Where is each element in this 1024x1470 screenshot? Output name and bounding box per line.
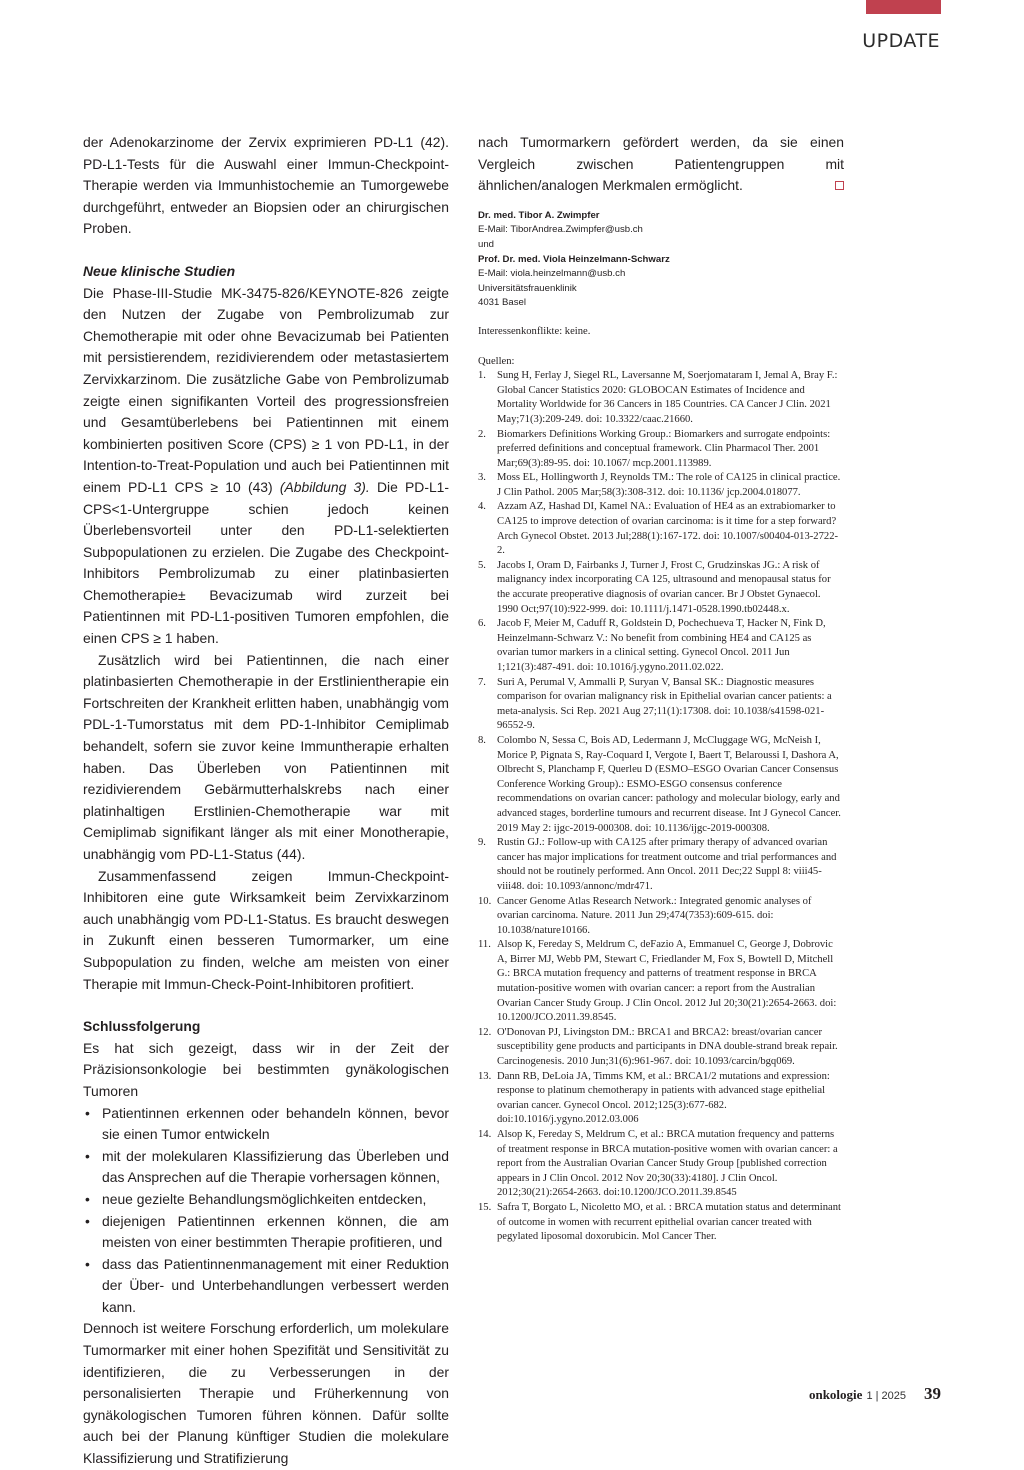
reference-number: 12. xyxy=(478,1026,492,1038)
reference-number: 8. xyxy=(478,734,486,746)
author-name: Prof. Dr. med. Viola Heinzelmann-Schwarz xyxy=(478,253,670,265)
reference-text: Sung H, Ferlay J, Siegel RL, Laversanne M, Soerjomataram I, Jemal A, Bray F.: Global Cancer Statistics 2020: GLOBOCAN Estimates of Incidence and Mortality Worldwide for 36 Cancers in 185 Countries. CA Cancer J Clin. 2021 May;71(3):209-249. doi: 10.3322/caac.21660. xyxy=(497,370,838,425)
reference-text: Alsop K, Fereday S, Meldrum C, deFazio A, Emmanuel C, George J, Dobrovic A, Birrer MJ, Webb PM, Stewart C, Friedlander M, Fox S, Bowtell D, Mitchell G.: BRCA mutation frequency and patterns of treatment response in BRCA mutation-positive women with ovarian cancer: a report from the Australian Ovarian Cancer Study Group. J Clin Oncol. 2012 Jul 20;30(21):2654-2663. doi: 10.1200/JCO.2011.39.8545. xyxy=(497,939,837,1024)
reference-item xyxy=(478,938,844,1026)
paragraph: Es hat sich gezeigt, dass wir in der Zeit der Präzisionsonkologie bei bestimmten gynäkologischen Tumoren xyxy=(83,1039,449,1099)
reference-text: Azzam AZ, Hashad DI, Kamel NA.: Evaluation of HE4 as an extrabiomarker to CA125 to improve detection of ovarian carcinoma: is it time for a step forward? Arch Gynecol Obstet. 2013 Jul;288(1):167-172. doi: 10.1007/s00404-013-2722-2. xyxy=(497,501,839,557)
paragraph: Zusammenfassend zeigen Immun-Checkpoint-Inhibitoren eine gute Wirksamkeit beim Zervixkarzinom auch unabhängig vom PD-L1-Status. Es braucht deswegen in Zukunft einen besseren Tumormarker, um eine Subpopulation zu finden, welche am meisten von einer Therapie mit Immun-Check-Point-Inhibitoren profitiert. xyxy=(83,867,449,992)
reference-number: 3. xyxy=(478,472,486,484)
author-block xyxy=(478,209,844,311)
end-of-article-icon xyxy=(835,181,844,190)
reference-number: 4. xyxy=(478,501,486,513)
reference-number: 10. xyxy=(478,895,492,907)
bullet: • xyxy=(85,1212,90,1229)
reference-text: Colombo N, Sessa C, Bois AD, Ledermann J, McCluggage WG, McNeish I, Morice P, Pignata S, Ray-Coquard I, Vergote I, Baert T, Belaroussi I, Dashora A, Olbrecht S, Planchamp F, Querleu D (ESMO–ESGO Ovarian Cancer Consensus Conference Working Group).: ESMO-ESGO consensus conference recommendations on ovarian cancer: pathology and molecular biology, early and advanced stages, borderline tumours and recurrent disease. Int J Gynecol Cancer. 2019 May 2: ijgc-2019-000308. doi: 10.1136/ijgc-2019-000308. xyxy=(497,734,841,834)
reference-text: Jacobs I, Oram D, Fairbanks J, Turner J, Frost C, Grudzinskas JG.: A risk of malignancy index incorporating CA 125, ultrasound and menopausal status for the accurate preoperative diagnosis of ovarian cancer. Br J Obstet Gynaecol. 1990 Oct;97(10):922-999. doi: 10.1111/j.1471-0528.1990.tb02448.x. xyxy=(497,559,831,615)
reference-text: Biomarkers Definitions Working Group.: Biomarkers and surrogate endpoints: preferred definitions and conceptual framework. Clin Pharmacol Ther. 2001 Mar;69(3):89-95. doi: 10.1067/ mcp.2001.113989. xyxy=(497,428,831,469)
reference-item xyxy=(478,1201,844,1245)
conclusion-list xyxy=(83,1103,449,1319)
reference-item xyxy=(478,734,844,836)
author-city: 4031 Basel xyxy=(478,297,527,309)
page-footer xyxy=(809,1384,941,1404)
reference-item xyxy=(478,836,844,894)
right-column xyxy=(478,132,844,1245)
list-item-text: Patientinnen erkennen oder behandeln können, bevor sie einen Tumor entwickeln xyxy=(102,1104,449,1143)
reference-number: 2. xyxy=(478,428,486,440)
reference-item xyxy=(478,1128,844,1201)
reference-item xyxy=(478,1070,844,1128)
issue-number: 1 | 2025 xyxy=(866,1390,906,1402)
reference-text: Dann RB, DeLoia JA, Timms KM, et al.: BRCA1/2 mutations and expression: response to platinum chemotherapy in patients with advanced stage epithelial ovarian cancer. Gynecol Oncol. 2012;125(3):677-682. doi:10.1016/j.ygyno.2012.03.006 xyxy=(497,1070,830,1126)
list-item-text: dass das Patientinnenmanagement mit einer Reduktion der Über- und Unterbehandlungen verbessert werden kann. xyxy=(102,1255,449,1315)
heading-new-clinical-studies: Neue klinische Studien xyxy=(83,262,236,279)
section-label: UPDATE xyxy=(862,30,940,52)
reference-number: 11. xyxy=(478,939,491,951)
paragraph xyxy=(478,132,844,197)
reference-item xyxy=(478,369,844,427)
text-run: Die Phase-III-Studie MK-3475-826/KEYNOTE-826 zeigte den Nutzen der Zugabe von Pembrolizumab zur Chemotherapie mit oder ohne Bevacizumab bei Patienten mit persistierendem, rezidivierendem oder metastasiertem Zervixkarzinom. Die zusätzliche Gabe von Pembrolizumab zeigte einen signifikanten Vorteil des progressionsfreien und Gesamtüberlebens bei Patientinnen mit einem kombinierten positiven Score (CPS) ≥ 1 von PD-L1, in der Intention-to-Treat-Population und auch bei Patientinnen mit einem PD-L1 CPS ≥ 10 (43) xyxy=(83,284,449,495)
reference-text: Rustin GJ.: Follow-up with CA125 after primary therapy of advanced ovarian cancer has major implications for treatment outcome and trial performances and should not be routinely performed. Ann Oncol. 2011 Dec;22 Suppl 8: viii45-viii48. doi: 10.1093/annonc/mdr471. xyxy=(497,837,837,892)
reference-item xyxy=(478,1026,844,1070)
reference-text: Alsop K, Fereday S, Meldrum C, et al.: BRCA mutation frequency and patterns of treatment response in BRCA mutation-positive women with ovarian cancer: a report from the Australian Ovarian Cancer Study Group [published correction appears in J Clin Oncol. 2012 Nov 20;30(33):4180]. J Clin Oncol. 2012;30(21):2654-2663. doi:10.1200/JCO.2011.39.8545 xyxy=(497,1129,838,1199)
paragraph: der Adenokarzinome der Zervix exprimieren PD-L1 (42). PD-L1-Tests für die Auswahl einer Immun-Checkpoint-Therapie werden via Immunhistochemie an Tumorgewebe durchgeführt, entweder an Biopsien oder an chirurgischen Proben. xyxy=(83,134,449,237)
reference-text: Moss EL, Hollingworth J, Reynolds TM.: The role of CA125 in clinical practice. J Clin Pathol. 2005 Mar;58(3):308-312. doi: 10.1136/ jcp.2004.018077. xyxy=(497,472,841,498)
list-item-text: neue gezielte Behandlungsmöglichkeiten entdecken, xyxy=(102,1190,427,1207)
references-title: Quellen: xyxy=(478,355,515,367)
reference-text: Cancer Genome Atlas Research Network.: Integrated genomic analyses of ovarian carcinoma. Nature. 2011 Jun 29;474(7353):609-615. doi: 10.1038/nature10166. xyxy=(497,895,812,936)
reference-number: 5. xyxy=(478,559,486,571)
author-email: E-Mail: viola.heinzelmann@usb.ch xyxy=(478,268,626,280)
reference-number: 7. xyxy=(478,676,486,688)
reference-number: 15. xyxy=(478,1201,492,1213)
reference-text: O'Donovan PJ, Livingston DM.: BRCA1 and BRCA2: breast/ovarian cancer susceptibility gene products and participants in DNA double-strand break repair. Carcinogenesis. 2010 Jun;31(6):961-967. doi: 10.1093/carcin/bgq069. xyxy=(497,1026,838,1068)
list-item-text: diejenigen Patientinnen erkennen können, die am meisten von einer bestimmten Therapie profitieren, und xyxy=(102,1212,449,1251)
list-item xyxy=(83,1211,449,1254)
reference-item xyxy=(478,471,844,500)
header-accent-bar xyxy=(866,0,941,14)
list-item xyxy=(83,1189,449,1211)
reference-number: 13. xyxy=(478,1070,492,1082)
reference-text: Safra T, Borgato L, Nicoletto MO, et al. : BRCA mutation status and determinant of outcome in women with recurrent epithelial ovarian cancer treated with pegylated liposomal doxorubicin. Mol Cancer Ther. xyxy=(497,1201,841,1243)
heading-conclusion: Schlussfolgerung xyxy=(83,1018,201,1035)
reference-item xyxy=(478,895,844,939)
references-list xyxy=(478,369,844,1245)
list-item xyxy=(83,1146,449,1189)
reference-number: 1. xyxy=(478,370,486,382)
reference-item xyxy=(478,428,844,472)
paragraph xyxy=(83,283,449,650)
text-run: nach Tumormarkern gefördert werden, da sie einen Vergleich zwischen Patientengruppen mit ähnlichen/analogen Merkmalen ermöglicht. xyxy=(478,134,844,194)
reference-number: 14. xyxy=(478,1129,492,1140)
bullet: • xyxy=(85,1190,90,1207)
reference-number: 9. xyxy=(478,837,486,849)
paragraph: Zusätzlich wird bei Patientinnen, die nach einer platinbasierten Chemotherapie in der Erstlinientherapie ein Fortschreiten der Krankheit erlitten haben, unabhängig vom PDL-1-Tumorstatus mit dem PD-1-Inhibitor Cemiplimab behandelt, sofern sie zuvor keine Immuntherapie erhalten haben. Das Überleben von Patientinnen mit rezidivierendem Gebärmutterhalskrebs nach einer platinhaltigen Erstlinien-Chemotherapie war mit Cemiplimab signifikant länger als mit einer Monotherapie, unabhängig vom PD-L1-Status (44). xyxy=(83,651,450,862)
author-name: Dr. med. Tibor A. Zwimpfer xyxy=(478,209,600,221)
reference-item xyxy=(478,617,844,675)
paragraph: Dennoch ist weitere Forschung erforderlich, um molekulare Tumormarker mit einer hohen Spezifität und Sensitivität zu identifizieren, die zu Verbesserungen in der personalisierten Therapie und Früherkennung von gynäkologischen Tumoren führen können. Dafür sollte auch bei der Planung künftiger Studien die molekulare Klassifizierung und Stratifizierung xyxy=(83,1320,449,1467)
reference-text: Suri A, Perumal V, Ammalli P, Suryan V, Bansal SK.: Diagnostic measures comparison for ovarian malignancy risk in Epithelial ovarian cancer patients: a meta-analysis. Sci Rep. 2021 Aug 27;11(1):17308. doi: 10.1038/s41598-021-96552-9. xyxy=(497,676,832,732)
bullet: • xyxy=(85,1104,90,1121)
page-number: 39 xyxy=(924,1384,941,1403)
text-run: Die PD-L1-CPS<1-Untergruppe schien jedoch keinen Überlebensvorteil unter den PD-L1-selektierten Subpopulationen zu erzielen. Die Zugabe des Checkpoint-Inhibitors Pembrolizumab zu einer platinbasierten Chemotherapie± Bevacizumab wird zurzeit bei Patientinnen mit PD-L1-positiven Tumoren empfohlen, die einen CPS ≥ 1 haben. xyxy=(83,478,450,647)
bullet: • xyxy=(85,1147,90,1164)
list-item xyxy=(83,1254,449,1319)
author-email: E-Mail: TiborAndrea.Zwimpfer@usb.ch xyxy=(478,224,643,236)
list-item-text: mit der molekularen Klassifizierung das Überleben und das Ansprechen auf die Therapie vorhersagen können, xyxy=(102,1147,449,1186)
left-column xyxy=(83,132,449,1470)
bullet: • xyxy=(85,1255,90,1272)
figure-reference: (Abbildung 3). xyxy=(279,478,370,495)
reference-item xyxy=(478,676,844,734)
journal-name: onkologie xyxy=(808,1387,863,1402)
reference-item xyxy=(478,500,844,558)
author-conjunction: und xyxy=(478,238,495,250)
conflict-of-interest: Interessenkonflikte: keine. xyxy=(478,325,591,337)
list-item xyxy=(83,1103,449,1146)
reference-item xyxy=(478,559,844,617)
reference-text: Jacob F, Meier M, Caduff R, Goldstein D, Pochechueva T, Hacker N, Fink D, Heinzelmann-Schwarz V.: No benefit from combining HE4 and CA125 as ovarian tumor markers in a clinical setting. Gynecol Oncol. 2011 Jun 1;121(3):487-491. doi: 10.1016/j.ygyno.2011.02.022. xyxy=(497,618,826,673)
author-institution: Universitätsfrauenklinik xyxy=(478,282,577,294)
reference-number: 6. xyxy=(478,618,486,630)
